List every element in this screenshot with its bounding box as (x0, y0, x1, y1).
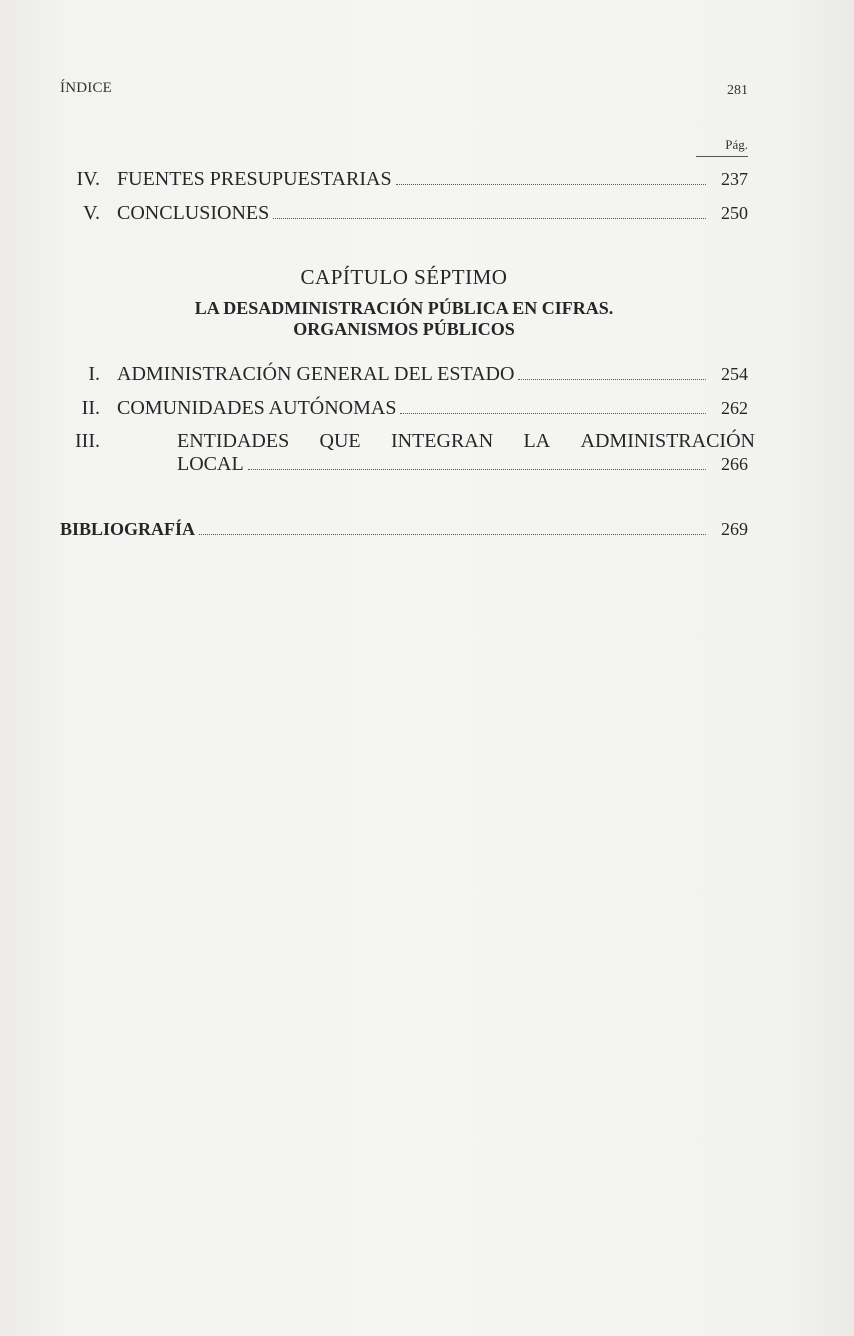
toc-entry-page: 262 (721, 398, 748, 418)
title-word: QUE (319, 430, 361, 452)
toc-entry[interactable] (60, 168, 748, 190)
toc-entry[interactable] (60, 363, 748, 385)
leader-dots (273, 217, 706, 219)
title-word: INTEGRAN (390, 430, 494, 452)
leader-dots (518, 378, 706, 380)
toc-entry-title: CONCLUSIONES (117, 202, 270, 224)
leader-dots (248, 468, 706, 470)
page-column-label: Pág. (696, 137, 748, 157)
leader-dots (199, 533, 706, 535)
toc-entry-number: III. (75, 430, 100, 452)
bibliography-title: BIBLIOGRAFÍA (60, 519, 196, 539)
toc-entry[interactable] (60, 397, 748, 419)
toc-entry-number: I. (88, 363, 100, 385)
toc-entry-title-line-1 (177, 430, 755, 453)
chapter-heading (60, 265, 748, 290)
title-word: LA (523, 430, 551, 452)
chapter-label: CAPÍTULO SÉPTIMO (300, 265, 508, 289)
toc-entry-title: COMUNIDADES AUTÓNOMAS (117, 397, 397, 419)
toc-entry[interactable] (60, 202, 748, 224)
toc-entry-page: 254 (721, 364, 748, 384)
toc-entry-bibliography[interactable] (60, 518, 748, 540)
chapter-title-line-1: LA DESADMINISTRACIÓN PÚBLICA EN CIFRAS. (194, 298, 614, 318)
toc-entry-title-line-2: LOCAL (177, 453, 244, 475)
title-word: ENTIDADES (177, 430, 290, 452)
toc-entry-page: 266 (721, 454, 748, 474)
page-number: 281 (727, 83, 748, 98)
toc-entry-number: IV. (76, 168, 100, 190)
bibliography-page: 269 (721, 519, 748, 539)
leader-dots (396, 183, 706, 185)
toc-entry-number: II. (81, 397, 100, 419)
toc-entry-page: 237 (721, 169, 748, 189)
title-word: ADMINISTRACIÓN (580, 430, 755, 452)
leader-dots (400, 412, 706, 414)
toc-entry-title: FUENTES PRESUPUESTARIAS (117, 168, 392, 190)
running-head: ÍNDICE (60, 80, 113, 96)
toc-entry-title: ADMINISTRACIÓN GENERAL DEL ESTADO (117, 363, 515, 385)
toc-entry-page: 250 (721, 203, 748, 223)
chapter-title-line-2: ORGANISMOS PÚBLICOS (293, 319, 515, 339)
toc-entry-continuation[interactable] (177, 453, 748, 475)
chapter-title-block (60, 298, 748, 340)
toc-entry-number: V. (83, 202, 100, 224)
